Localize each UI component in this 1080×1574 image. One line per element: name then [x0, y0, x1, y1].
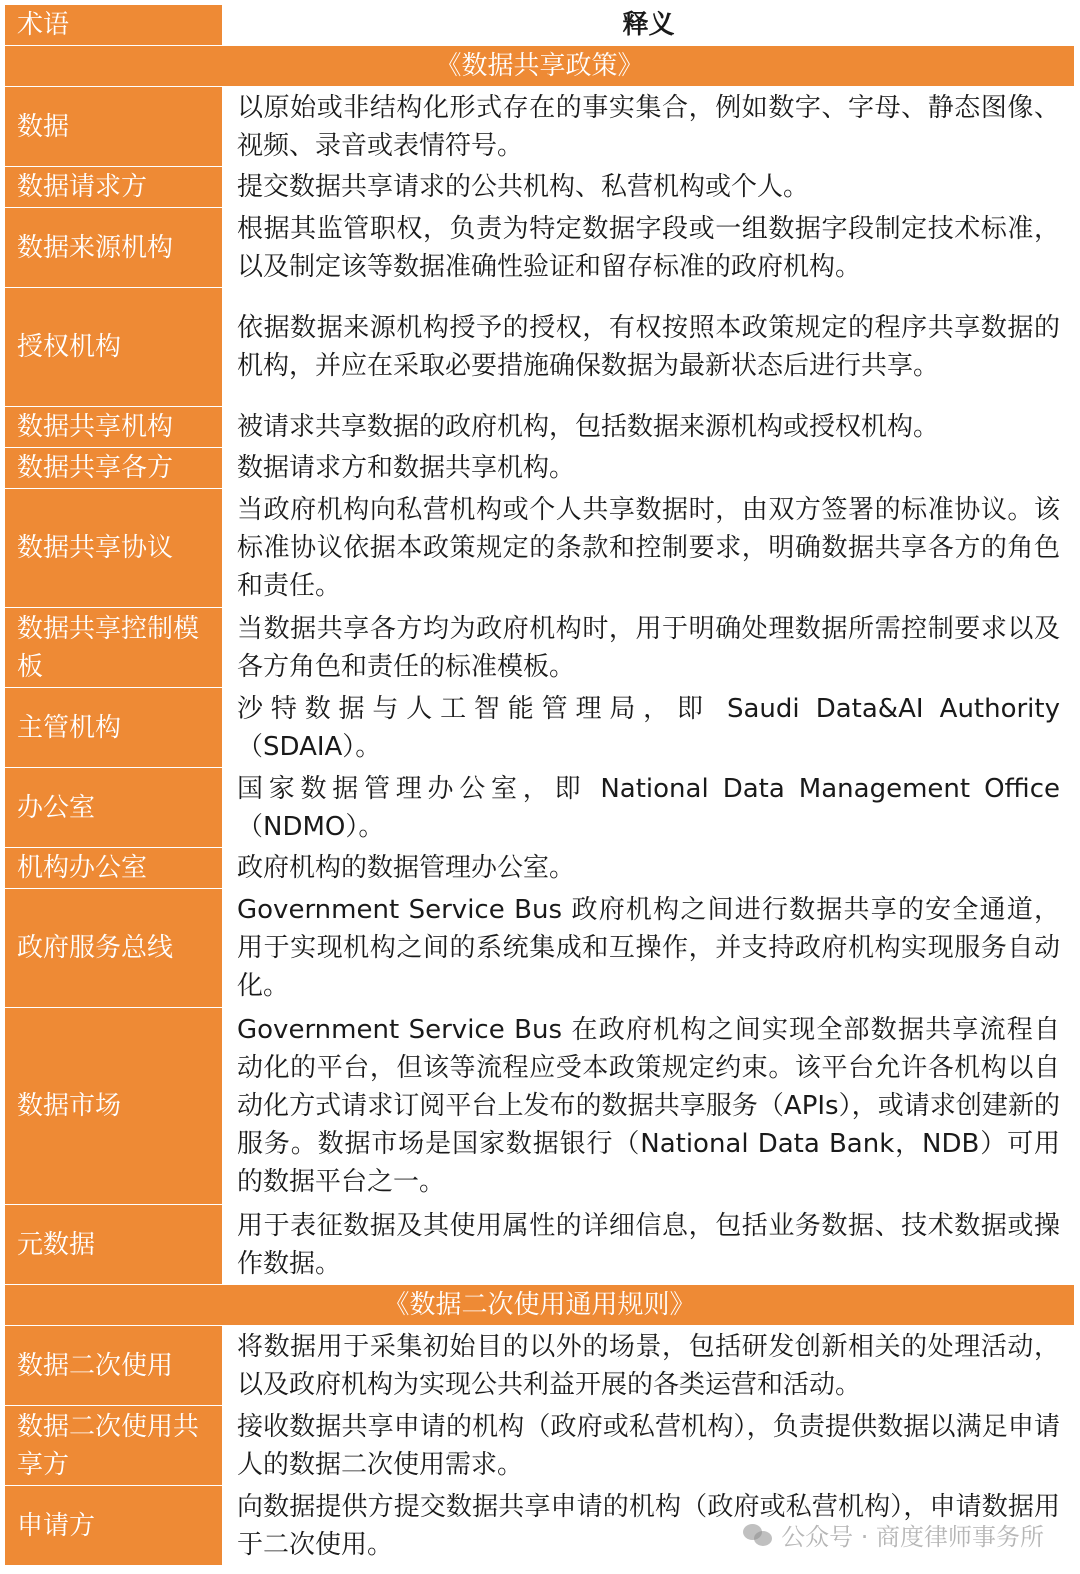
table-row	[5, 448, 1075, 489]
table-row	[5, 167, 1075, 208]
term-cell: 数据共享各方	[5, 448, 223, 489]
term-cell: 数据共享协议	[5, 489, 223, 608]
term-cell: 数据请求方	[5, 167, 223, 208]
table-header-row	[5, 5, 1075, 46]
definition-cell: 被请求共享数据的政府机构，包括数据来源机构或授权机构。	[223, 407, 1075, 448]
section-row	[5, 1285, 1075, 1326]
definition-cell: 用于表征数据及其使用属性的详细信息，包括业务数据、技术数据或操作数据。	[223, 1205, 1075, 1285]
watermark	[743, 1517, 1044, 1552]
term-cell: 数据来源机构	[5, 208, 223, 288]
term-cell: 政府服务总线	[5, 889, 223, 1008]
term-cell: 授权机构	[5, 288, 223, 407]
table-row	[5, 608, 1075, 688]
definition-cell: 以原始或非结构化形式存在的事实集合，例如数字、字母、静态图像、视频、录音或表情符号。	[223, 87, 1075, 167]
definition-cell: 依据数据来源机构授予的授权，有权按照本政策规定的程序共享数据的机构，并应在采取必要措施确保数据为最新状态后进行共享。	[223, 288, 1075, 407]
definition-cell: 数据请求方和数据共享机构。	[223, 448, 1075, 489]
table-row	[5, 1008, 1075, 1205]
table-row	[5, 489, 1075, 608]
table-row	[5, 1406, 1075, 1486]
watermark-text: 公众号 · 商度律师事务所	[781, 1523, 1044, 1551]
definition-cell: 将数据用于采集初始目的以外的场景，包括研发创新相关的处理活动，以及政府机构为实现公共利益开展的各类运营和活动。	[223, 1326, 1075, 1406]
table-row	[5, 889, 1075, 1008]
term-cell: 办公室	[5, 768, 223, 848]
definition-cell: 根据其监管职权，负责为特定数据字段或一组数据字段制定技术标准，以及制定该等数据准确性验证和留存标准的政府机构。	[223, 208, 1075, 288]
term-cell: 数据共享机构	[5, 407, 223, 448]
table-row	[5, 288, 1075, 407]
term-cell: 数据市场	[5, 1008, 223, 1205]
term-cell: 元数据	[5, 1205, 223, 1285]
term-cell: 机构办公室	[5, 848, 223, 889]
term-cell: 主管机构	[5, 688, 223, 768]
definition-cell: 提交数据共享请求的公共机构、私营机构或个人。	[223, 167, 1075, 208]
definition-cell: Government Service Bus 政府机构之间进行数据共享的安全通道，用于实现机构之间的系统集成和互操作，并支持政府机构实现服务自动化。	[223, 889, 1075, 1008]
wechat-icon	[743, 1522, 773, 1548]
table-row	[5, 768, 1075, 848]
definitions-table-container	[4, 4, 1074, 1566]
table-row	[5, 848, 1075, 889]
table-row	[5, 1205, 1075, 1285]
table-row	[5, 1326, 1075, 1406]
definition-cell: 国家数据管理办公室，即 National Data Management Office（NDMO）。	[223, 768, 1075, 848]
term-cell: 数据共享控制模板	[5, 608, 223, 688]
table-row	[5, 208, 1075, 288]
definition-cell: 当数据共享各方均为政府机构时，用于明确处理数据所需控制要求以及各方角色和责任的标准模板。	[223, 608, 1075, 688]
term-cell: 数据二次使用共享方	[5, 1406, 223, 1486]
definition-cell: 沙特数据与人工智能管理局，即 Saudi Data&AI Authority（SDAIA）。	[223, 688, 1075, 768]
term-cell: 数据	[5, 87, 223, 167]
table-row	[5, 407, 1075, 448]
table-row	[5, 87, 1075, 167]
table-row	[5, 688, 1075, 768]
section-title: 《数据共享政策》	[5, 46, 1075, 87]
header-term: 术语	[5, 5, 223, 46]
header-definition: 释义	[223, 5, 1075, 46]
term-cell: 申请方	[5, 1486, 223, 1566]
term-cell: 数据二次使用	[5, 1326, 223, 1406]
definition-cell: 政府机构的数据管理办公室。	[223, 848, 1075, 889]
definition-cell: 向数据提供方提交数据共享申请的机构（政府或私营机构），申请数据用于二次使用。	[223, 1486, 1075, 1566]
definition-cell: 当政府机构向私营机构或个人共享数据时，由双方签署的标准协议。该标准协议依据本政策规定的条款和控制要求，明确数据共享各方的角色和责任。	[223, 489, 1075, 608]
section-title: 《数据二次使用通用规则》	[5, 1285, 1075, 1326]
section-row	[5, 46, 1075, 87]
definition-cell: 接收数据共享申请的机构（政府或私营机构），负责提供数据以满足申请人的数据二次使用需求。	[223, 1406, 1075, 1486]
definition-cell: Government Service Bus 在政府机构之间实现全部数据共享流程自动化的平台，但该等流程应受本政策规定约束。该平台允许各机构以自动化方式请求订阅平台上发布的数据共享服务（APIs），或请求创建新的服务。数据市场是国家数据银行（National Data Bank，NDB）可用的数据平台之一。	[223, 1008, 1075, 1205]
definitions-table	[4, 4, 1075, 1566]
